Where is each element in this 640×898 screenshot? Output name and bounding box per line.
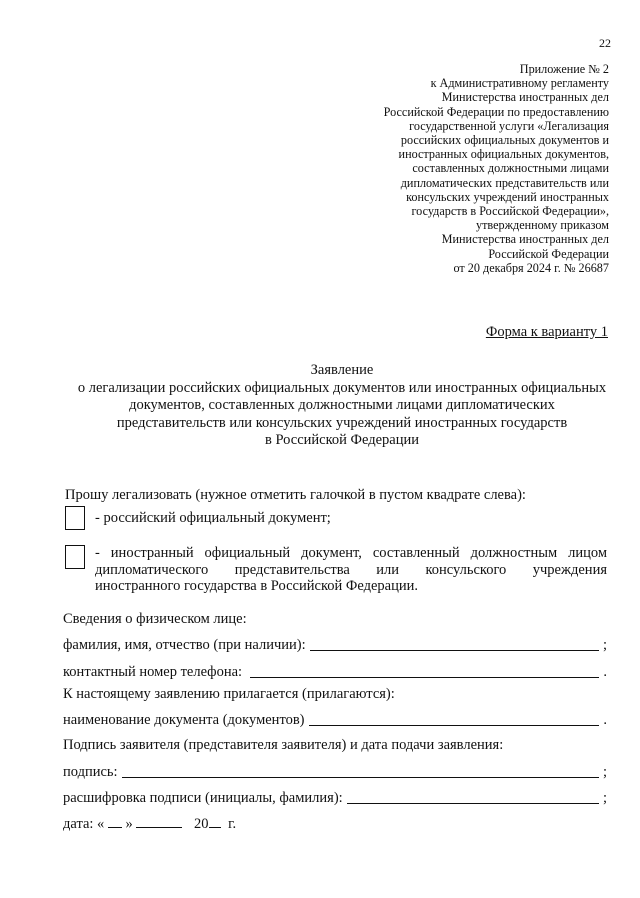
annex-line: государств в Российской Федерации», <box>411 204 609 219</box>
full-name-field[interactable] <box>310 649 599 651</box>
form-variant-label: Форма к варианту 1 <box>485 324 608 340</box>
full-name-end: ; <box>602 637 607 653</box>
request-text: Прошу легализовать (нужное отметить галочкой в пустом квадрате слева): <box>65 487 526 503</box>
signature-end: ; <box>602 764 607 780</box>
russian-document-checkbox[interactable] <box>65 506 85 530</box>
annex-line: иностранных официальных документов, <box>398 147 609 162</box>
phone-field[interactable] <box>250 676 599 678</box>
signature-row <box>63 761 607 781</box>
title-line: документов, составленных должностными лицами дипломатических <box>129 397 555 413</box>
phone-row <box>63 661 607 681</box>
annex-line: российских официальных документов и <box>400 133 609 148</box>
phone-label: контактный номер телефона: <box>63 664 243 680</box>
date-row <box>63 814 236 833</box>
doc-name-label: наименование документа (документов) <box>63 712 305 728</box>
doc-name-end: . <box>603 712 607 728</box>
option-line: дипломатического представительства или консульского учреждения <box>95 561 607 578</box>
annex-line: дипломатических представительств или <box>400 175 609 190</box>
signature-decoding-label: расшифровка подписи (инициалы, фамилия): <box>63 790 343 806</box>
signature-decoding-end: ; <box>602 790 607 806</box>
date-month-field[interactable] <box>136 814 182 828</box>
title-line: Заявление <box>310 362 374 378</box>
doc-name-row <box>63 709 607 729</box>
title-line: в Российской Федерации <box>264 432 420 448</box>
signature-field[interactable] <box>122 776 599 778</box>
foreign-document-checkbox[interactable] <box>65 545 85 569</box>
russian-document-option: - российский официальный документ; <box>95 510 331 526</box>
page-number: 22 <box>599 36 611 50</box>
annex-line: Приложение № 2 <box>519 62 609 76</box>
title-line: представительств или консульских учреждений иностранных государств <box>116 414 568 431</box>
full-name-row <box>63 634 607 654</box>
date-day-field[interactable] <box>108 814 122 828</box>
person-heading: Сведения о физическом лице: <box>63 611 247 627</box>
signature-label: подпись: <box>63 764 118 780</box>
document-title <box>62 362 622 450</box>
annex-block <box>349 62 609 275</box>
signature-decoding-field[interactable] <box>347 802 599 804</box>
attached-heading: К настоящему заявлению прилагается (прилагаются): <box>63 686 395 702</box>
date-close-quote: » <box>125 816 133 832</box>
full-name-label: фамилия, имя, отчество (при наличии): <box>63 637 306 653</box>
foreign-document-option <box>95 545 607 595</box>
annex-line: Министерства иностранных дел <box>441 232 609 247</box>
title-line: о легализации российских официальных документов или иностранных официальных <box>77 379 607 396</box>
annex-line: Министерства иностранных дел <box>441 90 609 105</box>
doc-name-field[interactable] <box>309 724 600 726</box>
annex-line: к Административному регламенту <box>430 76 609 91</box>
date-label: дата: « <box>63 816 105 832</box>
date-year-suffix: г. <box>228 816 237 832</box>
annex-line: составленных должностными лицами <box>412 161 609 176</box>
date-year-prefix: 20 <box>194 816 209 832</box>
annex-line: Российской Федерации по предоставлению <box>383 104 609 119</box>
signature-heading: Подпись заявителя (представителя заявителя) и дата подачи заявления: <box>63 737 504 753</box>
signature-decoding-row <box>63 787 607 807</box>
annex-line: от 20 декабря 2024 г. № 26687 <box>453 260 609 275</box>
annex-line: утвержденному приказом <box>476 218 609 233</box>
annex-line: Российской Федерации <box>488 246 609 261</box>
phone-end: . <box>603 664 607 680</box>
date-year-field[interactable] <box>209 814 221 828</box>
option-line: - иностранный официальный документ, составленный должностным лицом <box>95 545 607 561</box>
annex-line: консульских учреждений иностранных <box>406 189 609 204</box>
annex-line: государственной услуги «Легализация <box>409 118 609 133</box>
option-line: иностранного государства в Российской Федерации. <box>95 578 418 594</box>
